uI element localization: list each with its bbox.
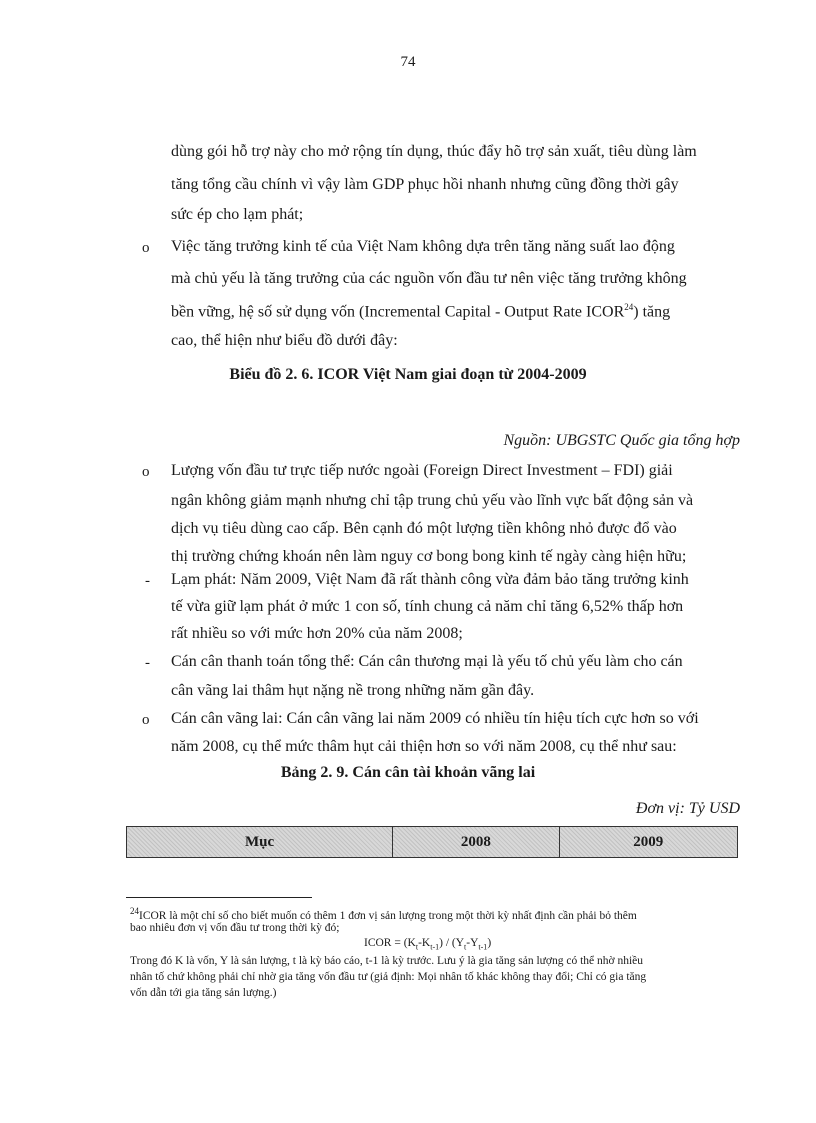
- body-line: cân vãng lai thâm hụt nặng nề trong những năm gần đây.: [171, 682, 535, 699]
- source-note: Nguồn: UBGSTC Quốc gia tổng hợp: [503, 432, 740, 449]
- unit-note: Đơn vị: Tỷ USD: [635, 800, 740, 817]
- footnote-ref[interactable]: 24: [624, 302, 634, 312]
- body-line: tăng tổng cầu chính vì vậy làm GDP phục hồi nhanh nhưng cũng đồng thời gây: [171, 176, 679, 193]
- header-cell-item: Mục: [127, 827, 393, 858]
- body-line: Lượng vốn đầu tư trực tiếp nước ngoài (Foreign Direct Investment – FDI) giải: [171, 462, 673, 479]
- body-line: Lạm phát: Năm 2009, Việt Nam đã rất thành công vừa đảm bảo tăng trưởng kinh: [171, 571, 689, 588]
- footnote-divider: [126, 897, 312, 898]
- table-caption: Bảng 2. 9. Cán cân tài khoản vãng lai: [280, 764, 536, 781]
- header-cell-2008: 2008: [393, 827, 559, 858]
- footnote-number: 24: [130, 906, 139, 916]
- bullet-circle: o: [142, 464, 150, 480]
- body-line: thị trường chứng khoán nên làm nguy cơ bong bong kinh tế ngày càng hiện hữu;: [171, 548, 687, 565]
- current-account-table: [126, 826, 738, 858]
- body-line: cao, thể hiện như biểu đồ dưới đây:: [171, 332, 398, 349]
- body-line: Việc tăng trưởng kinh tế của Việt Nam không dựa trên tăng năng suất lao động: [171, 238, 675, 255]
- body-line: tế vừa giữ lạm phát ở mức 1 con số, tính chung cả năm chỉ tăng 6,52% thấp hơn: [171, 598, 684, 615]
- body-line: dùng gói hỗ trợ này cho mở rộng tín dụng, thúc đẩy hõ trợ sản xuất, tiêu dùng làm: [171, 143, 697, 160]
- body-line: năm 2008, cụ thể mức thâm hụt cải thiện hơn so với năm 2008, cụ thể như sau:: [171, 738, 677, 755]
- footnote-line: Trong đó K là vốn, Y là sản lượng, t là kỳ báo cáo, t-1 là kỳ trước. Lưu ý là gia tăng sản lượng có thể nhờ nhiều: [130, 955, 643, 967]
- body-line: Cán cân thanh toán tổng thể: Cán cân thương mại là yếu tố chủ yếu làm cho cán: [171, 653, 683, 670]
- header-cell-2009: 2009: [559, 827, 737, 858]
- bullet-circle: o: [142, 240, 150, 256]
- footnote-line: vốn dẫn tới gia tăng sản lượng.): [130, 987, 277, 999]
- page-number: 74: [400, 54, 416, 70]
- body-line: mà chủ yếu là tăng trưởng của các nguồn vốn đầu tư nên việc tăng trưởng không: [171, 270, 687, 287]
- body-line: sức ép cho lạm phát;: [171, 206, 304, 223]
- icor-formula: ICOR = $(K_t-K_{t-1}) / (Y_t-Y_{t-1})$: [364, 937, 492, 952]
- body-line: Cán cân vãng lai: Cán cân vãng lai năm 2009 có nhiều tín hiệu tích cực hơn so với: [171, 710, 699, 727]
- body-line-with-footnote: bền vững, hệ số sử dụng vốn (Incremental Capital - Output Rate ICOR$^{24}$) tăng: [171, 302, 671, 321]
- bullet-circle: o: [142, 712, 150, 728]
- body-line: ngân không giảm mạnh nhưng chỉ tập trung chủ yếu vào lĩnh vực bất động sản và: [171, 492, 694, 509]
- footnote-line: $^{24}$ICOR là một chỉ số cho biết muốn có thêm 1 đơn vị sản lượng trong một thời kỳ nhất định cần phải bỏ thêm: [130, 906, 637, 922]
- footnote-line: bao nhiêu đơn vị vốn đầu tư trong thời kỳ đó;: [130, 922, 340, 934]
- footnote-line: nhân tố chứ không phải chỉ nhờ gia tăng vốn đầu tư (giả định: Mọi nhân tố khác không thay đổi; Chỉ có gia tăng: [130, 971, 647, 983]
- bullet-dash: -: [145, 655, 150, 671]
- chart-caption: Biểu đồ 2. 6. ICOR Việt Nam giai đoạn từ 2004-2009: [229, 366, 587, 383]
- body-line: dịch vụ tiêu dùng cao cấp. Bên cạnh đó một lượng tiền không nhỏ được đổ vào: [171, 520, 677, 537]
- body-line: rất nhiều so với mức hơn 20% của năm 2008;: [171, 625, 463, 642]
- table-header-row: [127, 827, 738, 858]
- bullet-dash: -: [145, 573, 150, 589]
